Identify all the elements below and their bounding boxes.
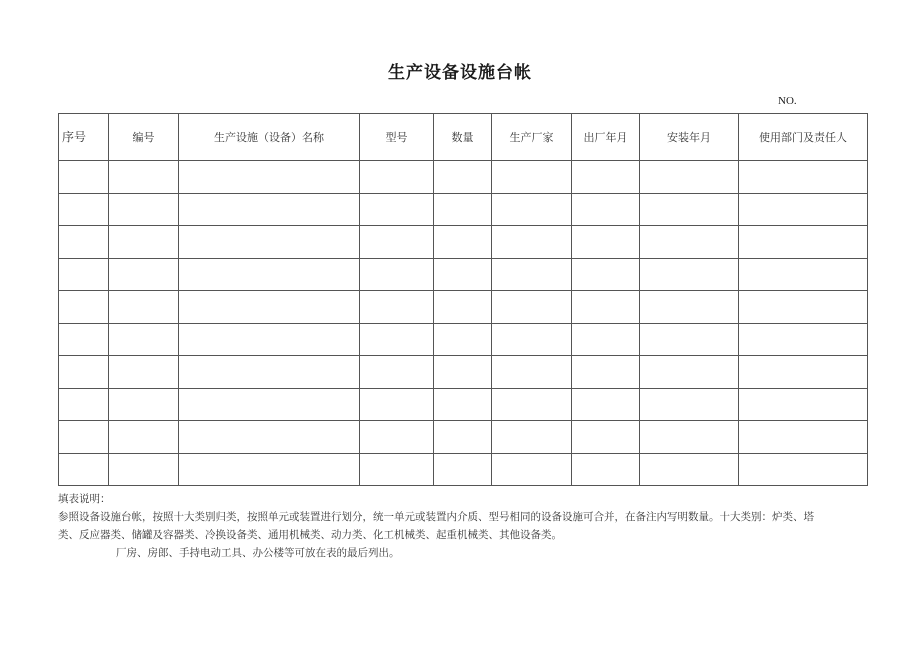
table-row [59, 161, 868, 194]
table-row [59, 323, 868, 356]
table-cell[interactable] [59, 356, 109, 389]
table-cell[interactable] [59, 258, 109, 291]
table-cell[interactable] [492, 226, 572, 259]
header-production-date: 出厂年月 [572, 114, 640, 161]
table-cell[interactable] [492, 323, 572, 356]
table-cell[interactable] [109, 388, 179, 421]
table-cell[interactable] [572, 421, 640, 454]
table-row [59, 258, 868, 291]
table-cell[interactable] [360, 323, 434, 356]
table-cell[interactable] [492, 421, 572, 454]
table-cell[interactable] [179, 388, 360, 421]
table-row [59, 291, 868, 324]
table-header-row [59, 114, 868, 161]
table-cell[interactable] [739, 161, 868, 194]
header-installation-date: 安装年月 [640, 114, 739, 161]
table-cell[interactable] [739, 226, 868, 259]
table-cell[interactable] [640, 421, 739, 454]
table-cell[interactable] [434, 258, 492, 291]
table-cell[interactable] [360, 388, 434, 421]
table-cell[interactable] [59, 323, 109, 356]
table-cell[interactable] [179, 161, 360, 194]
fill-instructions [58, 490, 858, 562]
table-cell[interactable] [739, 258, 868, 291]
table-cell[interactable] [492, 453, 572, 486]
table-cell[interactable] [109, 161, 179, 194]
table-cell[interactable] [739, 323, 868, 356]
table-cell[interactable] [739, 421, 868, 454]
header-code: 编号 [109, 114, 179, 161]
table-cell[interactable] [492, 356, 572, 389]
table-cell[interactable] [434, 226, 492, 259]
table-cell[interactable] [434, 388, 492, 421]
table-cell[interactable] [59, 388, 109, 421]
table-cell[interactable] [179, 193, 360, 226]
table-row [59, 388, 868, 421]
table-cell[interactable] [59, 291, 109, 324]
table-cell[interactable] [360, 356, 434, 389]
notes-heading: 填表说明： [58, 493, 111, 505]
table-cell[interactable] [434, 193, 492, 226]
table-cell[interactable] [492, 193, 572, 226]
table-cell[interactable] [640, 453, 739, 486]
table-body [59, 161, 868, 486]
table-cell[interactable] [492, 161, 572, 194]
table-cell[interactable] [434, 453, 492, 486]
table-row [59, 193, 868, 226]
table-cell[interactable] [572, 388, 640, 421]
table-cell[interactable] [572, 258, 640, 291]
table-cell[interactable] [109, 323, 179, 356]
table-cell[interactable] [572, 453, 640, 486]
table-cell[interactable] [640, 291, 739, 324]
table-row [59, 453, 868, 486]
table-cell[interactable] [572, 356, 640, 389]
table-row [59, 226, 868, 259]
table-cell[interactable] [434, 161, 492, 194]
table-cell[interactable] [360, 226, 434, 259]
table-cell[interactable] [179, 323, 360, 356]
table-cell[interactable] [739, 388, 868, 421]
header-quantity: 数量 [434, 114, 492, 161]
header-department-person: 使用部门及责任人 [739, 114, 868, 161]
table-cell[interactable] [739, 453, 868, 486]
table-cell[interactable] [572, 226, 640, 259]
table-cell[interactable] [572, 161, 640, 194]
table-cell[interactable] [640, 356, 739, 389]
table-cell[interactable] [739, 193, 868, 226]
table-cell[interactable] [434, 291, 492, 324]
table-cell[interactable] [640, 226, 739, 259]
equipment-ledger-table [58, 113, 868, 486]
notes-line-3: 厂房、房郎、手持电动工具、办公楼等可放在表的最后列出。 [116, 547, 400, 559]
table-cell[interactable] [739, 291, 868, 324]
table-cell[interactable] [492, 291, 572, 324]
notes-line-2: 类、反应器类、储罐及容器类、冷换设备类、通用机械类、动力类、化工机械类、起重机械类、其他设备类。 [58, 529, 562, 541]
table-cell[interactable] [434, 323, 492, 356]
table-cell[interactable] [109, 453, 179, 486]
document-title: 生产设备设施台帐 [388, 63, 532, 83]
table-cell[interactable] [59, 453, 109, 486]
table-cell[interactable] [109, 193, 179, 226]
table-cell[interactable] [59, 421, 109, 454]
table-cell[interactable] [360, 193, 434, 226]
table-cell[interactable] [572, 193, 640, 226]
table-cell[interactable] [640, 193, 739, 226]
table-cell[interactable] [360, 291, 434, 324]
table-cell[interactable] [179, 356, 360, 389]
table-cell[interactable] [109, 356, 179, 389]
table-cell[interactable] [360, 453, 434, 486]
table-row [59, 421, 868, 454]
table-cell[interactable] [109, 226, 179, 259]
header-manufacturer: 生产厂家 [492, 114, 572, 161]
table-cell[interactable] [360, 421, 434, 454]
table-cell[interactable] [434, 356, 492, 389]
table-cell[interactable] [360, 258, 434, 291]
table-cell[interactable] [59, 226, 109, 259]
table-cell[interactable] [179, 421, 360, 454]
table-cell[interactable] [640, 323, 739, 356]
table-cell[interactable] [360, 161, 434, 194]
number-label: NO. [778, 95, 797, 107]
table-cell[interactable] [572, 323, 640, 356]
header-equipment-name: 生产设施（设备）名称 [179, 114, 360, 161]
table-cell[interactable] [109, 421, 179, 454]
table-cell[interactable] [59, 161, 109, 194]
table-cell[interactable] [492, 258, 572, 291]
table-cell[interactable] [179, 453, 360, 486]
header-model: 型号 [360, 114, 434, 161]
table-cell[interactable] [640, 258, 739, 291]
table-cell[interactable] [434, 421, 492, 454]
table-cell[interactable] [572, 291, 640, 324]
table-cell[interactable] [179, 226, 360, 259]
table-cell[interactable] [640, 161, 739, 194]
table-cell[interactable] [179, 291, 360, 324]
header-seq: 序号 [59, 114, 109, 161]
table-cell[interactable] [492, 388, 572, 421]
table-cell[interactable] [739, 356, 868, 389]
table-cell[interactable] [59, 193, 109, 226]
table-cell[interactable] [109, 291, 179, 324]
table-cell[interactable] [109, 258, 179, 291]
table-cell[interactable] [640, 388, 739, 421]
notes-line-1: 参照设备设施台帐，按照十大类别归类，按照单元或装置进行划分，统一单元或装置内介质、型号相同的设备设施可合并，在备注内写明数量。十大类别：炉类、塔 [58, 511, 814, 523]
table-cell[interactable] [179, 258, 360, 291]
table-row [59, 356, 868, 389]
